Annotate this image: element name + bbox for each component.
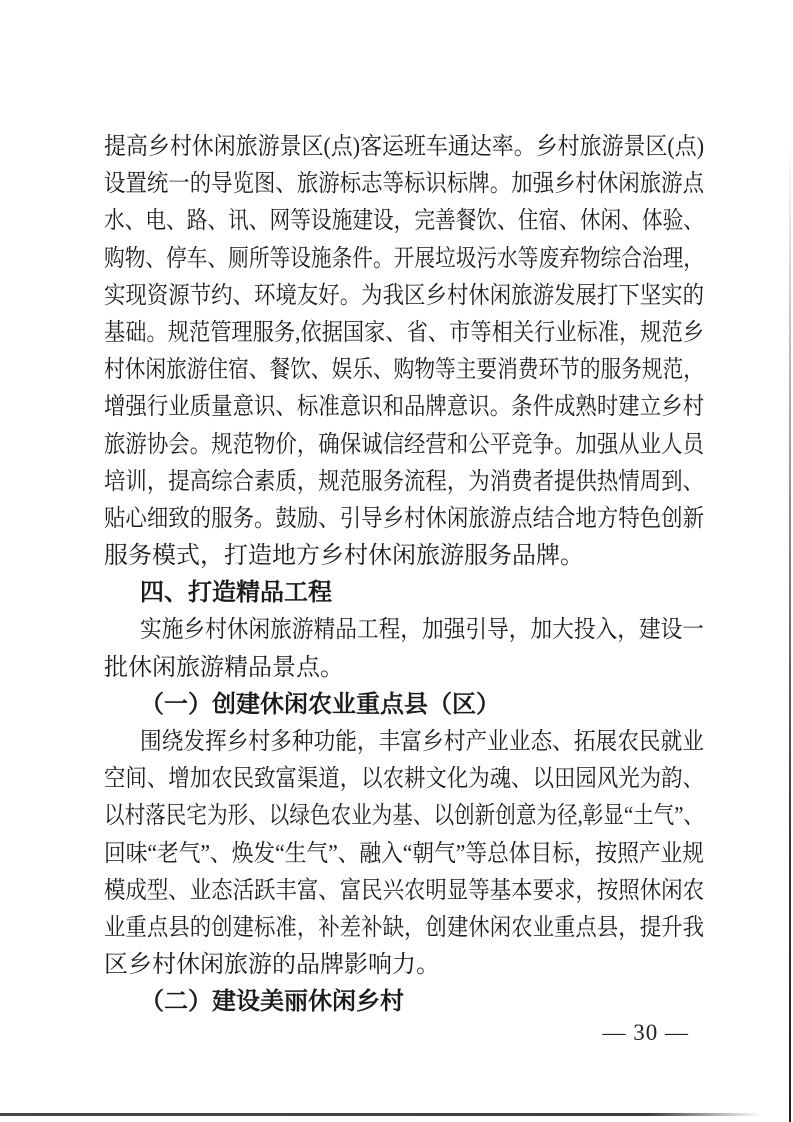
body-line: 业重点县的创建标准，补差补缺，创建休闲农业重点县，提升我 (104, 914, 704, 941)
subsection-heading-2: （二）建设美丽休闲乡村 (140, 989, 404, 1016)
body-line: 购物、停车、厕所等设施条件。开展垃圾污水等废弃物综合治理， (104, 245, 704, 272)
section-heading-4: 四、打造精品工程 (140, 580, 332, 607)
document-body (104, 129, 704, 1022)
body-line-paragraph-end: 批休闲旅游精品景点。 (104, 654, 344, 681)
body-line-paragraph-end: 区乡村休闲旅游的品牌影响力。 (104, 952, 440, 979)
body-line: 村休闲旅游住宿、餐饮、娱乐、购物等主要消费环节的服务规范， (104, 357, 704, 384)
body-line: 提高乡村休闲旅游景区(点)客运班车通达率。乡村旅游景区(点) (104, 134, 704, 160)
body-line: 基础。规范管理服务,依据国家、省、市等相关行业标准，规范乡 (104, 319, 704, 346)
body-line: 实现资源节约、环境友好。为我区乡村休闲旅游发展打下坚实的 (104, 282, 704, 309)
body-line: 空间、增加农民致富渠道，以农耕文化为魂、以田园风光为韵、 (104, 766, 704, 793)
body-line-paragraph-end: 服务模式，打造地方乡村休闲旅游服务品牌。 (104, 543, 584, 570)
body-line: 水、电、路、讯、网等设施建设，完善餐饮、住宿、休闲、体验、 (104, 208, 704, 235)
body-line: 增强行业质量意识、标准意识和品牌意识。条件成熟时建立乡村 (104, 394, 704, 421)
body-line: 旅游协会。规范物价，确保诚信经营和公平竞争。加强从业人员 (104, 431, 704, 458)
body-line: 围绕发挥乡村多种功能，丰富乡村产业业态、拓展农民就业 (140, 729, 704, 755)
body-line: 贴心细致的服务。鼓励、引导乡村休闲旅游点结合地方特色创新 (104, 505, 704, 532)
subsection-heading-1: （一）创建休闲农业重点县（区） (140, 691, 500, 718)
body-line: 设置统一的导览图、旅游标志等标识标牌。加强乡村休闲旅游点 (104, 171, 704, 198)
scan-bottom-edge (0, 1113, 762, 1116)
body-line: 以村落民宅为形、以绿色农业为基、以创新创意为径,彰显“土气”、 (104, 803, 704, 830)
page-number: — 30 — (602, 1020, 689, 1045)
body-line: 回味“老气”、焕发“生气”、融入“朝气”等总体目标，按照产业规 (104, 840, 704, 867)
scan-right-edge (789, 140, 791, 1122)
body-line: 培训，提高综合素质，规范服务流程，为消费者提供热情周到、 (104, 468, 704, 495)
body-line: 模成型、业态活跃丰富、富民兴农明显等基本要求，按照休闲农 (104, 877, 704, 904)
body-line: 实施乡村休闲旅游精品工程，加强引导，加大投入，建设一 (140, 617, 704, 644)
